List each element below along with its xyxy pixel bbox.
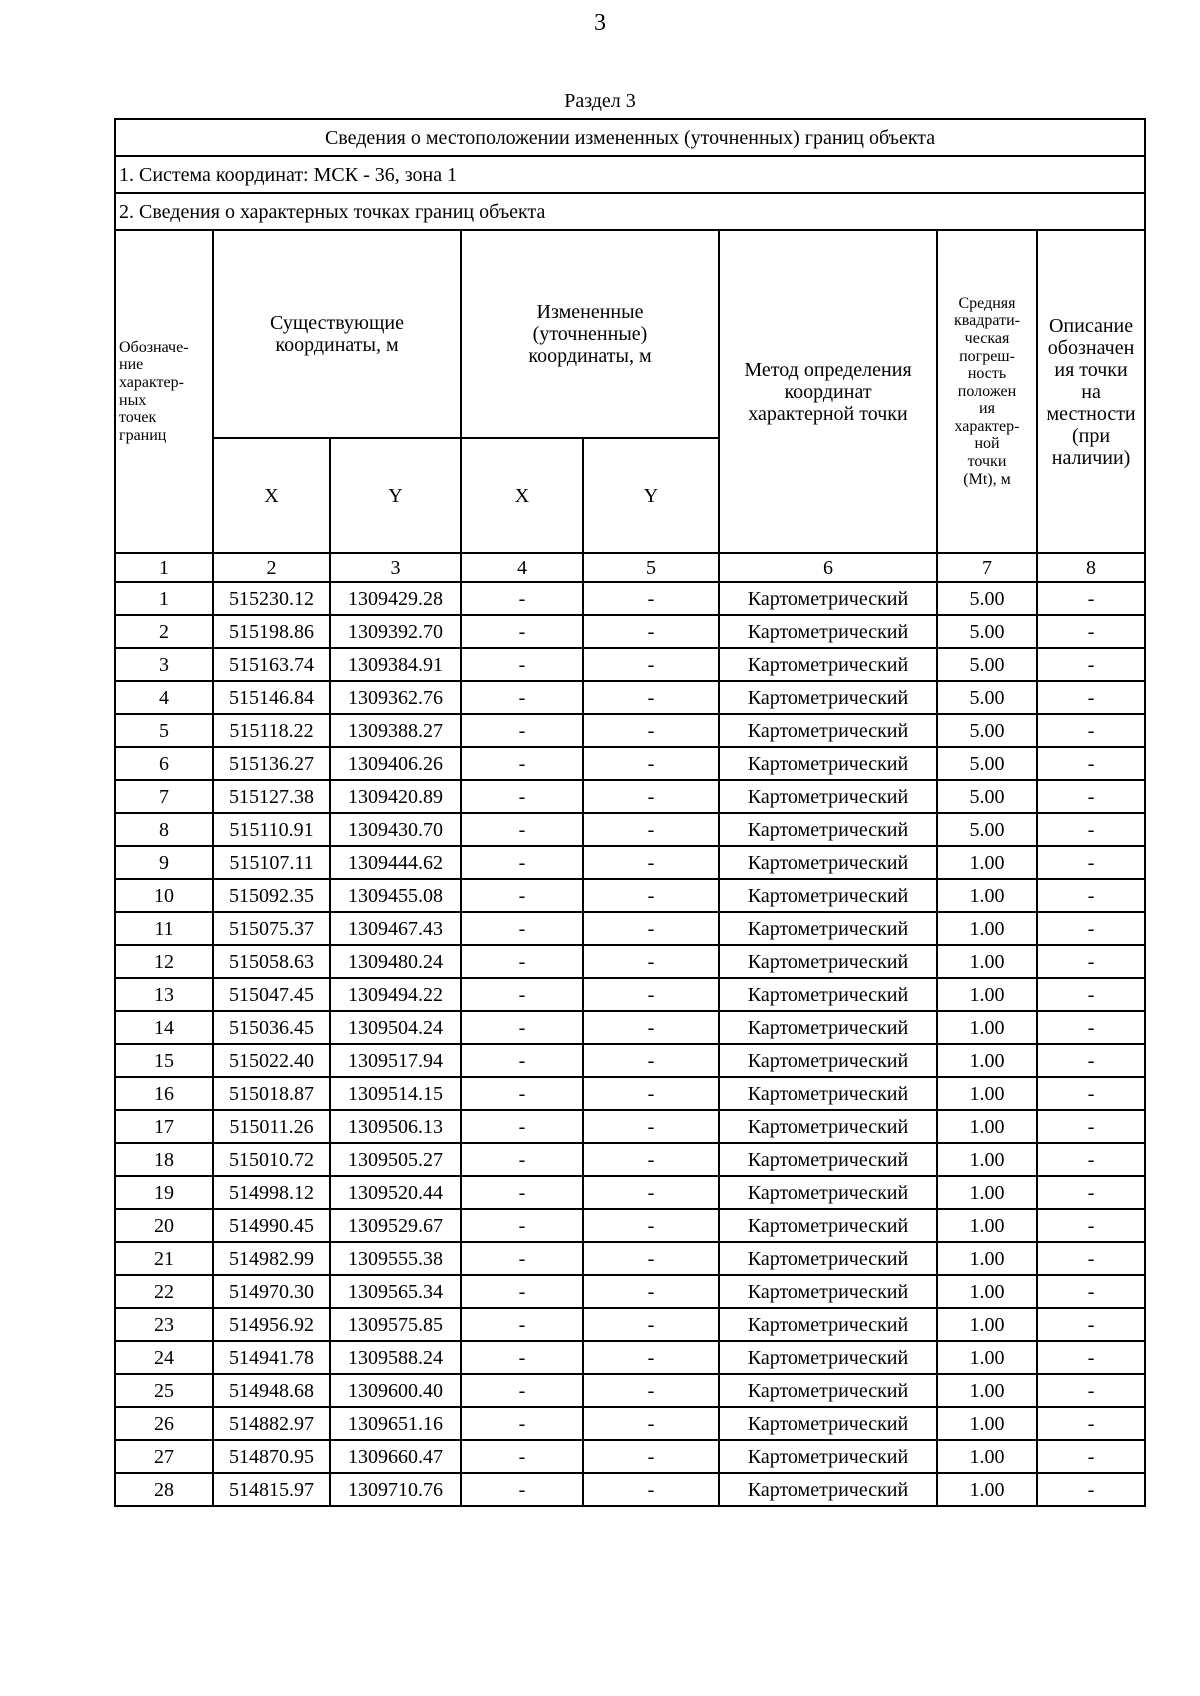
table-cell: -: [583, 846, 719, 879]
table-cell: 23: [115, 1308, 213, 1341]
table-cell: Картометрический: [719, 945, 937, 978]
table-cell: -: [1037, 1407, 1145, 1440]
table-cell: -: [461, 714, 583, 747]
header-changed-x: X: [461, 438, 583, 553]
table-cell: 515118.22: [213, 714, 330, 747]
table-row: [115, 1077, 1145, 1110]
table-cell: 27: [115, 1440, 213, 1473]
table-cell: -: [461, 747, 583, 780]
table-cell: 22: [115, 1275, 213, 1308]
table-cell: 1.00: [937, 1374, 1037, 1407]
table-cell: 514970.30: [213, 1275, 330, 1308]
table-cell: 1.00: [937, 1011, 1037, 1044]
table-cell: -: [583, 1308, 719, 1341]
table-cell: Картометрический: [719, 1341, 937, 1374]
table-cell: 1.00: [937, 1341, 1037, 1374]
table-cell: -: [461, 780, 583, 813]
table-cell: 1309362.76: [330, 681, 461, 714]
table-cell: 20: [115, 1209, 213, 1242]
table-cell: 515018.87: [213, 1077, 330, 1110]
table-cell: Картометрический: [719, 1374, 937, 1407]
table-cell: -: [583, 945, 719, 978]
table-cell: 515036.45: [213, 1011, 330, 1044]
table-cell: -: [1037, 1440, 1145, 1473]
table-cell: Картометрический: [719, 1473, 937, 1506]
table-cell: 1.00: [937, 1077, 1037, 1110]
table-row: [115, 681, 1145, 714]
table-cell: 1309430.70: [330, 813, 461, 846]
table-cell: 5.00: [937, 681, 1037, 714]
column-number: 4: [461, 553, 583, 582]
table-cell: -: [461, 1308, 583, 1341]
table-cell: -: [1037, 1044, 1145, 1077]
table-cell: -: [1037, 582, 1145, 615]
table-cell: -: [583, 1209, 719, 1242]
table-cell: 1309588.24: [330, 1341, 461, 1374]
table-cell: -: [461, 1407, 583, 1440]
table-row: [115, 780, 1145, 813]
table-cell: 1309506.13: [330, 1110, 461, 1143]
table-row: [115, 1011, 1145, 1044]
table-cell: 14: [115, 1011, 213, 1044]
table-cell: 515110.91: [213, 813, 330, 846]
table-row: [115, 912, 1145, 945]
table-cell: 4: [115, 681, 213, 714]
table-cell: -: [461, 1209, 583, 1242]
table-cell: 1.00: [937, 945, 1037, 978]
table-cell: -: [1037, 780, 1145, 813]
table-cell: 11: [115, 912, 213, 945]
table-cell: 5: [115, 714, 213, 747]
table-cell: 1309504.24: [330, 1011, 461, 1044]
table-cell: 1.00: [937, 912, 1037, 945]
table-cell: -: [1037, 1275, 1145, 1308]
table-cell: 19: [115, 1176, 213, 1209]
table-cell: 514815.97: [213, 1473, 330, 1506]
table-cell: 1309660.47: [330, 1440, 461, 1473]
table-cell: Картометрический: [719, 1275, 937, 1308]
table-row: [115, 1407, 1145, 1440]
table-cell: Картометрический: [719, 1242, 937, 1275]
table-cell: -: [583, 1044, 719, 1077]
table-cell: 1309467.43: [330, 912, 461, 945]
header-changed-coords: Измененные (уточненные) координаты, м: [461, 230, 719, 438]
table-cell: -: [583, 1407, 719, 1440]
table-row: [115, 1176, 1145, 1209]
table-cell: -: [583, 1176, 719, 1209]
table-cell: 515092.35: [213, 879, 330, 912]
table-row: [115, 945, 1145, 978]
table-row: [115, 813, 1145, 846]
table-cell: 1.00: [937, 1275, 1037, 1308]
table-cell: -: [461, 1440, 583, 1473]
table-row: [115, 1473, 1145, 1506]
table-cell: -: [461, 945, 583, 978]
table-cell: 25: [115, 1374, 213, 1407]
table-cell: 1309392.70: [330, 615, 461, 648]
table-cell: -: [461, 1077, 583, 1110]
table-caption: Сведения о местоположении измененных (уточненных) границ объекта: [115, 119, 1145, 156]
table-cell: -: [583, 879, 719, 912]
table-row: [115, 1209, 1145, 1242]
table-cell: -: [1037, 1374, 1145, 1407]
column-number: 8: [1037, 553, 1145, 582]
table-cell: -: [1037, 1011, 1145, 1044]
table-row: [115, 978, 1145, 1011]
table-cell: -: [583, 714, 719, 747]
table-cell: Картометрический: [719, 582, 937, 615]
table-cell: 8: [115, 813, 213, 846]
table-cell: -: [461, 1176, 583, 1209]
table-cell: Картометрический: [719, 648, 937, 681]
table-cell: 2: [115, 615, 213, 648]
table-cell: 1.00: [937, 978, 1037, 1011]
table-cell: 1309505.27: [330, 1143, 461, 1176]
table-cell: 1309455.08: [330, 879, 461, 912]
table-cell: 1.00: [937, 1209, 1037, 1242]
header-designation: Обозначе- ние характер- ных точек границ: [115, 230, 213, 553]
table-cell: -: [583, 1473, 719, 1506]
table-row: [115, 1242, 1145, 1275]
table-cell: -: [583, 1011, 719, 1044]
table-cell: 514882.97: [213, 1407, 330, 1440]
table-cell: -: [461, 1143, 583, 1176]
table-cell: Картометрический: [719, 780, 937, 813]
table-cell: -: [461, 1242, 583, 1275]
table-cell: 514870.95: [213, 1440, 330, 1473]
table-cell: 515136.27: [213, 747, 330, 780]
table-cell: 3: [115, 648, 213, 681]
table-cell: 515127.38: [213, 780, 330, 813]
table-cell: -: [461, 681, 583, 714]
table-cell: 5.00: [937, 714, 1037, 747]
table-cell: Картометрический: [719, 1011, 937, 1044]
table-cell: 1.00: [937, 1473, 1037, 1506]
section-title: Раздел 3: [564, 90, 636, 112]
table-cell: -: [461, 1341, 583, 1374]
table-cell: Картометрический: [719, 879, 937, 912]
table-cell: 1.00: [937, 879, 1037, 912]
table-cell: Картометрический: [719, 1077, 937, 1110]
table-cell: -: [461, 813, 583, 846]
table-cell: Картометрический: [719, 1110, 937, 1143]
table-cell: 514948.68: [213, 1374, 330, 1407]
table-cell: 5.00: [937, 747, 1037, 780]
column-number: 7: [937, 553, 1037, 582]
table-cell: Картометрический: [719, 1440, 937, 1473]
table-cell: 514990.45: [213, 1209, 330, 1242]
table-cell: -: [461, 582, 583, 615]
table-cell: -: [1037, 1341, 1145, 1374]
header-method: Метод определения координат характерной точки: [719, 230, 937, 553]
table-cell: 515011.26: [213, 1110, 330, 1143]
table-cell: 1309517.94: [330, 1044, 461, 1077]
table-cell: 1: [115, 582, 213, 615]
table-cell: -: [583, 1077, 719, 1110]
table-cell: 1.00: [937, 1440, 1037, 1473]
points-section-title: 2. Сведения о характерных точках границ объекта: [115, 193, 1145, 230]
table-cell: -: [461, 1275, 583, 1308]
table-cell: 1309520.44: [330, 1176, 461, 1209]
table-cell: 15: [115, 1044, 213, 1077]
table-cell: 1.00: [937, 1110, 1037, 1143]
table-cell: -: [1037, 1077, 1145, 1110]
table-cell: 28: [115, 1473, 213, 1506]
table-cell: -: [1037, 945, 1145, 978]
table-cell: Картометрический: [719, 1407, 937, 1440]
table-cell: -: [1037, 681, 1145, 714]
table-cell: -: [583, 780, 719, 813]
table-cell: 1309480.24: [330, 945, 461, 978]
table-cell: 1309575.85: [330, 1308, 461, 1341]
table-cell: 514998.12: [213, 1176, 330, 1209]
table-cell: Картометрический: [719, 1308, 937, 1341]
table-cell: -: [461, 648, 583, 681]
table-row: [115, 879, 1145, 912]
table-row: [115, 1374, 1145, 1407]
column-number-row: [115, 553, 1145, 582]
table-row: [115, 648, 1145, 681]
table-cell: -: [583, 912, 719, 945]
table-cell: -: [1037, 714, 1145, 747]
table-cell: 5.00: [937, 648, 1037, 681]
table-cell: Картометрический: [719, 1143, 937, 1176]
table-cell: -: [1037, 1308, 1145, 1341]
table-cell: 9: [115, 846, 213, 879]
table-row: [115, 1341, 1145, 1374]
table-cell: 26: [115, 1407, 213, 1440]
table-cell: Картометрический: [719, 1209, 937, 1242]
table-cell: -: [583, 1341, 719, 1374]
table-cell: 13: [115, 978, 213, 1011]
table-cell: -: [1037, 648, 1145, 681]
table-cell: 5.00: [937, 582, 1037, 615]
table-cell: Картометрический: [719, 714, 937, 747]
table-cell: 515075.37: [213, 912, 330, 945]
table-cell: 515058.63: [213, 945, 330, 978]
table-cell: 1.00: [937, 846, 1037, 879]
table-cell: -: [583, 813, 719, 846]
table-cell: 7: [115, 780, 213, 813]
coordinates-table: [114, 118, 1146, 1507]
table-cell: Картометрический: [719, 615, 937, 648]
table-cell: 17: [115, 1110, 213, 1143]
table-cell: 16: [115, 1077, 213, 1110]
table-cell: 5.00: [937, 780, 1037, 813]
table-cell: -: [1037, 615, 1145, 648]
table-cell: -: [461, 1374, 583, 1407]
table-cell: -: [583, 1143, 719, 1176]
table-cell: -: [461, 615, 583, 648]
table-cell: Картометрический: [719, 978, 937, 1011]
table-cell: 1309529.67: [330, 1209, 461, 1242]
table-row: [115, 1275, 1145, 1308]
table-row: [115, 1044, 1145, 1077]
table-cell: -: [1037, 1110, 1145, 1143]
table-cell: -: [583, 681, 719, 714]
table-cell: -: [1037, 1176, 1145, 1209]
table-cell: 1309565.34: [330, 1275, 461, 1308]
table-cell: -: [1037, 1473, 1145, 1506]
table-cell: 1309494.22: [330, 978, 461, 1011]
table-cell: -: [583, 978, 719, 1011]
table-row: [115, 1440, 1145, 1473]
table-cell: 1.00: [937, 1407, 1037, 1440]
table-cell: 1.00: [937, 1044, 1037, 1077]
table-cell: 515198.86: [213, 615, 330, 648]
table-cell: Картометрический: [719, 846, 937, 879]
table-cell: 514941.78: [213, 1341, 330, 1374]
table-cell: Картометрический: [719, 813, 937, 846]
table-cell: 1309651.16: [330, 1407, 461, 1440]
table-row: [115, 1308, 1145, 1341]
table-cell: -: [583, 747, 719, 780]
table-row: [115, 615, 1145, 648]
table-cell: 1.00: [937, 1143, 1037, 1176]
table-cell: 515022.40: [213, 1044, 330, 1077]
table-cell: Картометрический: [719, 1044, 937, 1077]
table-cell: 1.00: [937, 1176, 1037, 1209]
table-cell: 1309406.26: [330, 747, 461, 780]
table-cell: -: [461, 1110, 583, 1143]
table-cell: -: [461, 1011, 583, 1044]
column-number: 5: [583, 553, 719, 582]
table-cell: 514982.99: [213, 1242, 330, 1275]
column-number: 1: [115, 553, 213, 582]
column-number: 2: [213, 553, 330, 582]
table-cell: -: [583, 648, 719, 681]
table-cell: -: [1037, 1209, 1145, 1242]
table-cell: 5.00: [937, 813, 1037, 846]
table-cell: -: [1037, 1242, 1145, 1275]
table-cell: Картометрический: [719, 747, 937, 780]
table-cell: -: [1037, 1143, 1145, 1176]
table-row: [115, 1143, 1145, 1176]
table-cell: 1.00: [937, 1308, 1037, 1341]
table-cell: 1309514.15: [330, 1077, 461, 1110]
table-cell: 12: [115, 945, 213, 978]
table-cell: 1309420.89: [330, 780, 461, 813]
header-existing-x: X: [213, 438, 330, 553]
table-cell: 515107.11: [213, 846, 330, 879]
table-cell: -: [1037, 813, 1145, 846]
header-point-description: Описание обозначен ия точки на местности (при наличии): [1037, 230, 1145, 553]
table-cell: -: [583, 1374, 719, 1407]
table-cell: 515010.72: [213, 1143, 330, 1176]
table-cell: 515230.12: [213, 582, 330, 615]
table-cell: 514956.92: [213, 1308, 330, 1341]
table-cell: -: [1037, 912, 1145, 945]
table-cell: -: [461, 846, 583, 879]
table-cell: 1309555.38: [330, 1242, 461, 1275]
table-row: [115, 582, 1145, 615]
header-mean-error: Средняя квадрати- ческая погреш- ность положен ия характер- ной точки (Mt), м: [937, 230, 1037, 553]
column-number: 6: [719, 553, 937, 582]
table-cell: 1.00: [937, 1242, 1037, 1275]
table-cell: -: [1037, 846, 1145, 879]
table-cell: 1309384.91: [330, 648, 461, 681]
table-cell: Картометрический: [719, 681, 937, 714]
table-cell: 6: [115, 747, 213, 780]
table-cell: -: [583, 1110, 719, 1143]
table-cell: 515047.45: [213, 978, 330, 1011]
table-cell: 5.00: [937, 615, 1037, 648]
table-cell: 1309429.28: [330, 582, 461, 615]
table-cell: -: [1037, 747, 1145, 780]
table-cell: -: [583, 1242, 719, 1275]
table-cell: 1309600.40: [330, 1374, 461, 1407]
coordinate-system: 1. Система координат: МСК - 36, зона 1: [115, 156, 1145, 193]
page-number: 3: [594, 10, 606, 36]
table-row: [115, 846, 1145, 879]
table-cell: -: [461, 978, 583, 1011]
column-number: 3: [330, 553, 461, 582]
table-row: [115, 1110, 1145, 1143]
table-cell: Картометрический: [719, 912, 937, 945]
table-cell: 1309444.62: [330, 846, 461, 879]
table-cell: 18: [115, 1143, 213, 1176]
table-cell: -: [461, 879, 583, 912]
table-cell: 24: [115, 1341, 213, 1374]
table-cell: 515163.74: [213, 648, 330, 681]
table-cell: -: [1037, 879, 1145, 912]
table-cell: -: [583, 1275, 719, 1308]
table-cell: 21: [115, 1242, 213, 1275]
table-cell: Картометрический: [719, 1176, 937, 1209]
table-cell: 1309388.27: [330, 714, 461, 747]
table-cell: -: [461, 1473, 583, 1506]
table-row: [115, 747, 1145, 780]
header-changed-y: Y: [583, 438, 719, 553]
table-cell: 515146.84: [213, 681, 330, 714]
table-cell: -: [1037, 978, 1145, 1011]
table-cell: -: [583, 615, 719, 648]
table-cell: 10: [115, 879, 213, 912]
table-cell: -: [461, 912, 583, 945]
table-row: [115, 714, 1145, 747]
table-cell: -: [583, 1440, 719, 1473]
table-cell: 1309710.76: [330, 1473, 461, 1506]
table-cell: -: [461, 1044, 583, 1077]
header-existing-y: Y: [330, 438, 461, 553]
header-existing-coords: Существующие координаты, м: [213, 230, 461, 438]
table-cell: -: [583, 582, 719, 615]
